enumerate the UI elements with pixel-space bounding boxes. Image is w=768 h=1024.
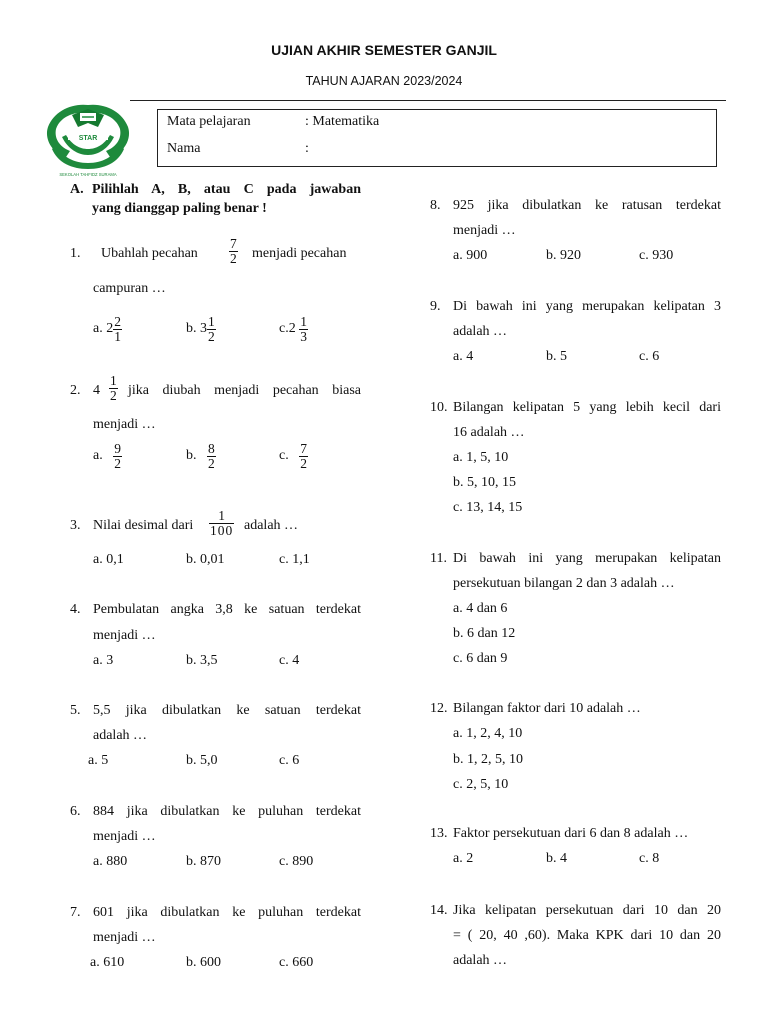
option-a: a. 1, 2, 4, 10 xyxy=(453,726,523,741)
option-a: a. $\frac{9}{2}$ xyxy=(93,441,121,471)
question-text: campuran … xyxy=(93,281,166,296)
question-number: 9. xyxy=(430,299,441,314)
option-a: a. 610 xyxy=(90,955,125,970)
question-text: Pembulatan angka 3,8 ke satuan terdekat xyxy=(93,602,361,617)
question-text: adalah … xyxy=(453,324,508,339)
option-c: c. $\frac{7}{2}$ xyxy=(279,441,307,471)
subject-value: : Matematika xyxy=(305,114,380,129)
option-b: b. 6 dan 12 xyxy=(453,626,516,641)
header-rule xyxy=(130,100,726,101)
option-b: b. 3 $\frac{1}{2}$ xyxy=(186,314,215,344)
question-text: 601 jika dibulatkan ke puluhan terdekat xyxy=(93,905,361,920)
question-text: menjadi … xyxy=(93,930,156,945)
question-number: 6. xyxy=(70,804,81,819)
option-c: c. 8 xyxy=(639,851,660,866)
svg-text:STAR: STAR xyxy=(78,135,98,142)
question-text: Bilangan faktor dari 10 adalah … xyxy=(453,701,641,716)
question-text: adalah … xyxy=(453,953,508,968)
option-c: c. 2, 5, 10 xyxy=(453,777,509,792)
question-number: 7. xyxy=(70,905,81,920)
option-b: b. $\frac{8}{2}$ xyxy=(186,441,215,471)
question-text: adalah … xyxy=(93,728,148,743)
option-b: b. 5,0 xyxy=(186,753,218,768)
section-line-1: Pilihlah A, B, atau C pada jawaban xyxy=(92,182,361,197)
question-text: Bilangan kelipatan 5 yang lebih kecil dari xyxy=(453,400,721,415)
question-number: 4. xyxy=(70,602,81,617)
option-c: c. 6 xyxy=(639,349,660,364)
question-text: adalah … xyxy=(244,518,299,533)
question-text: menjadi … xyxy=(93,829,156,844)
name-label: Nama xyxy=(167,141,201,156)
option-b: b. 870 xyxy=(186,854,221,869)
option-b: b. 4 xyxy=(546,851,567,866)
option-b: b. 5 xyxy=(546,349,567,364)
question-number: 3. xyxy=(70,518,81,533)
question-number: 8. xyxy=(430,198,441,213)
question-number: 2. xyxy=(70,383,81,398)
option-a: a. 0,1 xyxy=(93,552,124,567)
question-text: jika diubah menjadi pecahan biasa xyxy=(128,383,361,398)
section-heading xyxy=(70,180,361,218)
option-c: c. 660 xyxy=(279,955,314,970)
question-text: Di bawah ini yang merupakan kelipatan 3 xyxy=(453,299,721,314)
question-number: 10. xyxy=(430,400,448,415)
question-text: menjadi … xyxy=(453,223,516,238)
question-text: Nilai desimal dari xyxy=(93,518,194,533)
option-a: a. 3 xyxy=(93,653,114,668)
subject-label: Mata pelajaran xyxy=(167,114,251,129)
option-b: b. 600 xyxy=(186,955,221,970)
option-b: b. 920 xyxy=(546,248,581,263)
question-text: Ubahlah pecahan xyxy=(101,246,198,261)
option-b: b. 3,5 xyxy=(186,653,218,668)
option-a: a. 4 dan 6 xyxy=(453,601,508,616)
option-a: a. 900 xyxy=(453,248,488,263)
question-whole-number: 4 xyxy=(93,383,100,398)
question-fraction: $\frac{1}{100}$ xyxy=(210,508,234,538)
question-text: 16 adalah … xyxy=(453,425,525,440)
option-c: c. 13, 14, 15 xyxy=(453,500,523,515)
question-number: 11. xyxy=(430,551,447,566)
question-text: menjadi pecahan xyxy=(252,246,347,261)
question-number: 14. xyxy=(430,903,448,918)
subject-row xyxy=(167,114,379,130)
question-text: Jika kelipatan persekutuan dari 10 dan 20 xyxy=(453,903,721,918)
option-a: a. 880 xyxy=(93,854,128,869)
option-c: c. 1,1 xyxy=(279,552,310,567)
section-letter: A. xyxy=(70,182,84,197)
option-c: c. 6 dan 9 xyxy=(453,651,508,666)
question-text: 884 jika dibulatkan ke puluhan terdekat xyxy=(93,804,361,819)
option-b: b. 0,01 xyxy=(186,552,225,567)
question-text: persekutuan bilangan 2 dan 3 adalah … xyxy=(453,576,675,591)
option-c: c. 890 xyxy=(279,854,314,869)
option-c: c. 6 xyxy=(279,753,300,768)
question-text: Faktor persekutuan dari 6 dan 8 adalah … xyxy=(453,826,689,841)
school-logo-icon xyxy=(42,97,134,177)
option-c: c. 930 xyxy=(639,248,674,263)
student-info-box xyxy=(157,109,717,167)
exam-subtitle: TAHUN AJARAN 2023/2024 xyxy=(305,74,463,88)
question-number: 13. xyxy=(430,826,448,841)
exam-title: UJIAN AKHIR SEMESTER GANJIL xyxy=(271,42,497,58)
question-text: 925 jika dibulatkan ke ratusan terdekat xyxy=(453,198,721,213)
question-number: 1. xyxy=(70,246,81,261)
option-c: c. 4 xyxy=(279,653,300,668)
question-number: 12. xyxy=(430,701,448,716)
question-text: menjadi … xyxy=(93,417,156,432)
question-text: Di bawah ini yang merupakan kelipatan xyxy=(453,551,721,566)
question-text: = ( 20, 40 ,60). Maka KPK dari 10 dan 20 xyxy=(453,928,721,943)
question-fraction: $\frac{1}{2}$ xyxy=(110,373,117,403)
question-fraction: $\frac{7}{2}$ xyxy=(230,236,237,266)
option-a: a. 1, 5, 10 xyxy=(453,450,509,465)
svg-text:SEKOLAH TAHFIDZ SURAMA: SEKOLAH TAHFIDZ SURAMA xyxy=(59,172,117,177)
option-a: a. 5 xyxy=(88,753,109,768)
name-value: : xyxy=(305,141,309,156)
option-a: a. 4 xyxy=(453,349,474,364)
name-row xyxy=(167,141,309,157)
option-a: a. 2 xyxy=(453,851,474,866)
question-text: menjadi … xyxy=(93,628,156,643)
option-a: a. 2 $\frac{2}{1}$ xyxy=(93,314,121,344)
question-number: 5. xyxy=(70,703,81,718)
section-line-2: yang dianggap paling benar ! xyxy=(92,201,267,216)
option-c: c.2 $\frac{1}{3}$ xyxy=(279,314,307,344)
option-b: b. 5, 10, 15 xyxy=(453,475,516,490)
option-b: b. 1, 2, 5, 10 xyxy=(453,752,523,767)
question-text: 5,5 jika dibulatkan ke satuan terdekat xyxy=(93,703,361,718)
